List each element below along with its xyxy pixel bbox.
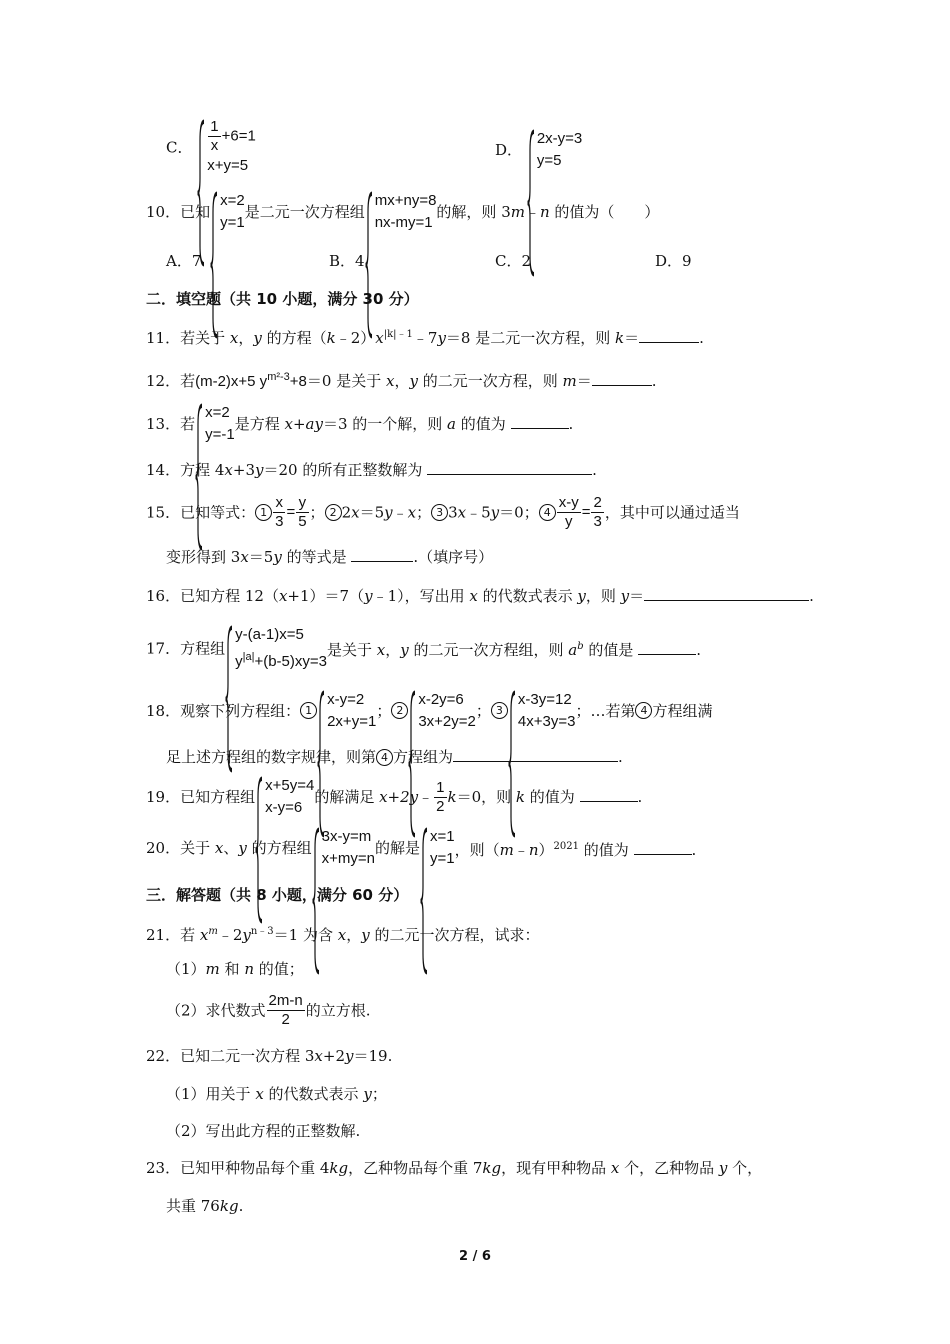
question-22-part-1: （1）用关于 x 的代数式表示 y； bbox=[166, 1085, 387, 1103]
section-2-heading: 二．填空题（共 10 小题，满分 30 分） bbox=[146, 290, 419, 308]
question-18: 18．观察下列方程组： 1 x-y=2 2x+y=1 ； 2 x-2y=6 3x+2y=2 ； 3 x-3y=12 4x+3y=3 ；…若第 4 方程组满 bbox=[146, 689, 712, 733]
question-20: 20．关于 x、y 的方程组 3x-y=m x+my=n 的解是 x=1 y=1 ，则（m﹣n）$^{2021}$ 的值为 . bbox=[146, 826, 696, 870]
option-d-label: D． bbox=[495, 141, 523, 159]
question-23: 23．已知甲种物品每个重 4kg，乙种物品每个重 7kg，现有甲种物品 x 个，乙种物品 y 个， bbox=[146, 1159, 763, 1177]
answer-blank[interactable] bbox=[592, 371, 652, 386]
question-19: 19．已知方程组 x+5y=4 x-y=6 的解满足 x+2y﹣ $\frac{1}{2}$ k＝0，则 k 的值为 . bbox=[146, 775, 642, 819]
q9-option-c bbox=[166, 118, 256, 177]
equation-system: 3x-y=m x+my=n bbox=[312, 826, 375, 870]
question-11: 11．若关于 x，y 的方程$(k﹣2)x^{|k|﹣1}﹣7y=8$ 是二元一次方程，则 k＝ . bbox=[146, 329, 704, 347]
q10-option-a: A．7 bbox=[166, 252, 202, 270]
answer-blank[interactable] bbox=[644, 586, 809, 601]
equation-system: x-2y=6 3x+2y=2 bbox=[408, 689, 476, 733]
question-17: 17．方程组 y-(a-1)x=5 $y^{|a|}+(b-5)xy=3$ 是关于 x，y 的二元一次方程组，则 $a^b$ 的值是 . bbox=[146, 624, 701, 673]
answer-blank[interactable] bbox=[580, 787, 638, 802]
solution-system: x=2 y=-1 bbox=[195, 402, 235, 446]
option-d-system: 2x-y=3 y=5 bbox=[527, 128, 582, 172]
question-21: 21．若 $x^m﹣2y^{n﹣3}=1$ 为含 x，y 的二元一次方程，试求： bbox=[146, 926, 540, 944]
fraction: $\frac{1}{x}$ bbox=[210, 118, 219, 154]
answer-blank[interactable] bbox=[511, 414, 569, 429]
answer-blank[interactable] bbox=[351, 547, 413, 562]
solution-system: x=1 y=1 bbox=[420, 826, 455, 870]
question-22-part-2: （2）写出此方程的正整数解. bbox=[166, 1122, 361, 1140]
q10-option-d: D．9 bbox=[655, 252, 692, 270]
page-number: 2 / 6 bbox=[459, 1249, 491, 1264]
answer-blank[interactable] bbox=[639, 328, 699, 343]
question-13: 13．若 x=2 y=-1 是方程 x+ay＝3 的一个解，则 a 的值为 . bbox=[146, 402, 573, 446]
question-21-part-1: （1）m 和 n 的值； bbox=[166, 960, 304, 978]
question-15-line-2: 变形得到 3x＝5y 的等式是 .（填序号） bbox=[166, 548, 494, 566]
equation-system: x+5y=4 x-y=6 bbox=[255, 775, 314, 819]
question-18-line-2: 足上述方程组的数字规律，则第 4 方程组为 . bbox=[166, 748, 623, 766]
question-15: 15．已知等式： 1 $\frac{x}{3}$ = $\frac{y}{5}$ ； 2 2x＝5y﹣x； 3 3x﹣5y＝0； 4 $\frac{x-y}{y}$ = $\frac{2}{3}$ ，其中可以通过适当 bbox=[146, 494, 740, 530]
q10-option-c: C．2 bbox=[495, 252, 532, 270]
question-14: 14．方程 4x+3y＝20 的所有正整数解为 . bbox=[146, 461, 597, 479]
question-16: 16．已知方程 12（x+1）＝7（y﹣1），写出用 x 的代数式表示 y，则 y＝ . bbox=[146, 587, 814, 605]
q10-option-b: B．4 bbox=[329, 252, 365, 270]
question-10: 10．已知 x=2 y=1 是二元一次方程组 mx+ny=8 nx-my=1 的解，则 3m﹣n 的值为（ ） bbox=[146, 190, 659, 234]
answer-blank[interactable] bbox=[634, 840, 692, 855]
option-c-label: C． bbox=[166, 138, 193, 157]
answer-blank[interactable] bbox=[453, 747, 618, 762]
question-23-line-2: 共重 76kg. bbox=[166, 1197, 244, 1215]
section-3-heading: 三．解答题（共 8 小题，满分 60 分） bbox=[146, 886, 409, 904]
solution-system: x=2 y=1 bbox=[210, 190, 245, 234]
equation-system: x-y=2 2x+y=1 bbox=[317, 689, 376, 733]
question-12: 12．若(m-2)x+5 $y^{m^2-3}+8=0$ 是关于 x，y 的二元一次方程，则 m＝ . bbox=[146, 371, 657, 390]
option-c-system: $\frac{1}{x}$ +6=1 x+y=5 bbox=[197, 118, 256, 177]
answer-blank[interactable] bbox=[638, 640, 696, 655]
equation-system: x-3y=12 4x+3y=3 bbox=[508, 689, 576, 733]
q9-option-d bbox=[495, 128, 582, 172]
answer-blank[interactable] bbox=[427, 460, 592, 475]
question-22: 22．已知二元一次方程 3x+2y＝19. bbox=[146, 1047, 393, 1065]
equation-system: y-(a-1)x=5 $y^{|a|}+(b-5)xy=3$ bbox=[225, 624, 327, 673]
equation-system: mx+ny=8 nx-my=1 bbox=[365, 190, 437, 234]
question-21-part-2: （2）求代数式 $\frac{2m-n}{2}$ 的立方根. bbox=[166, 992, 371, 1028]
